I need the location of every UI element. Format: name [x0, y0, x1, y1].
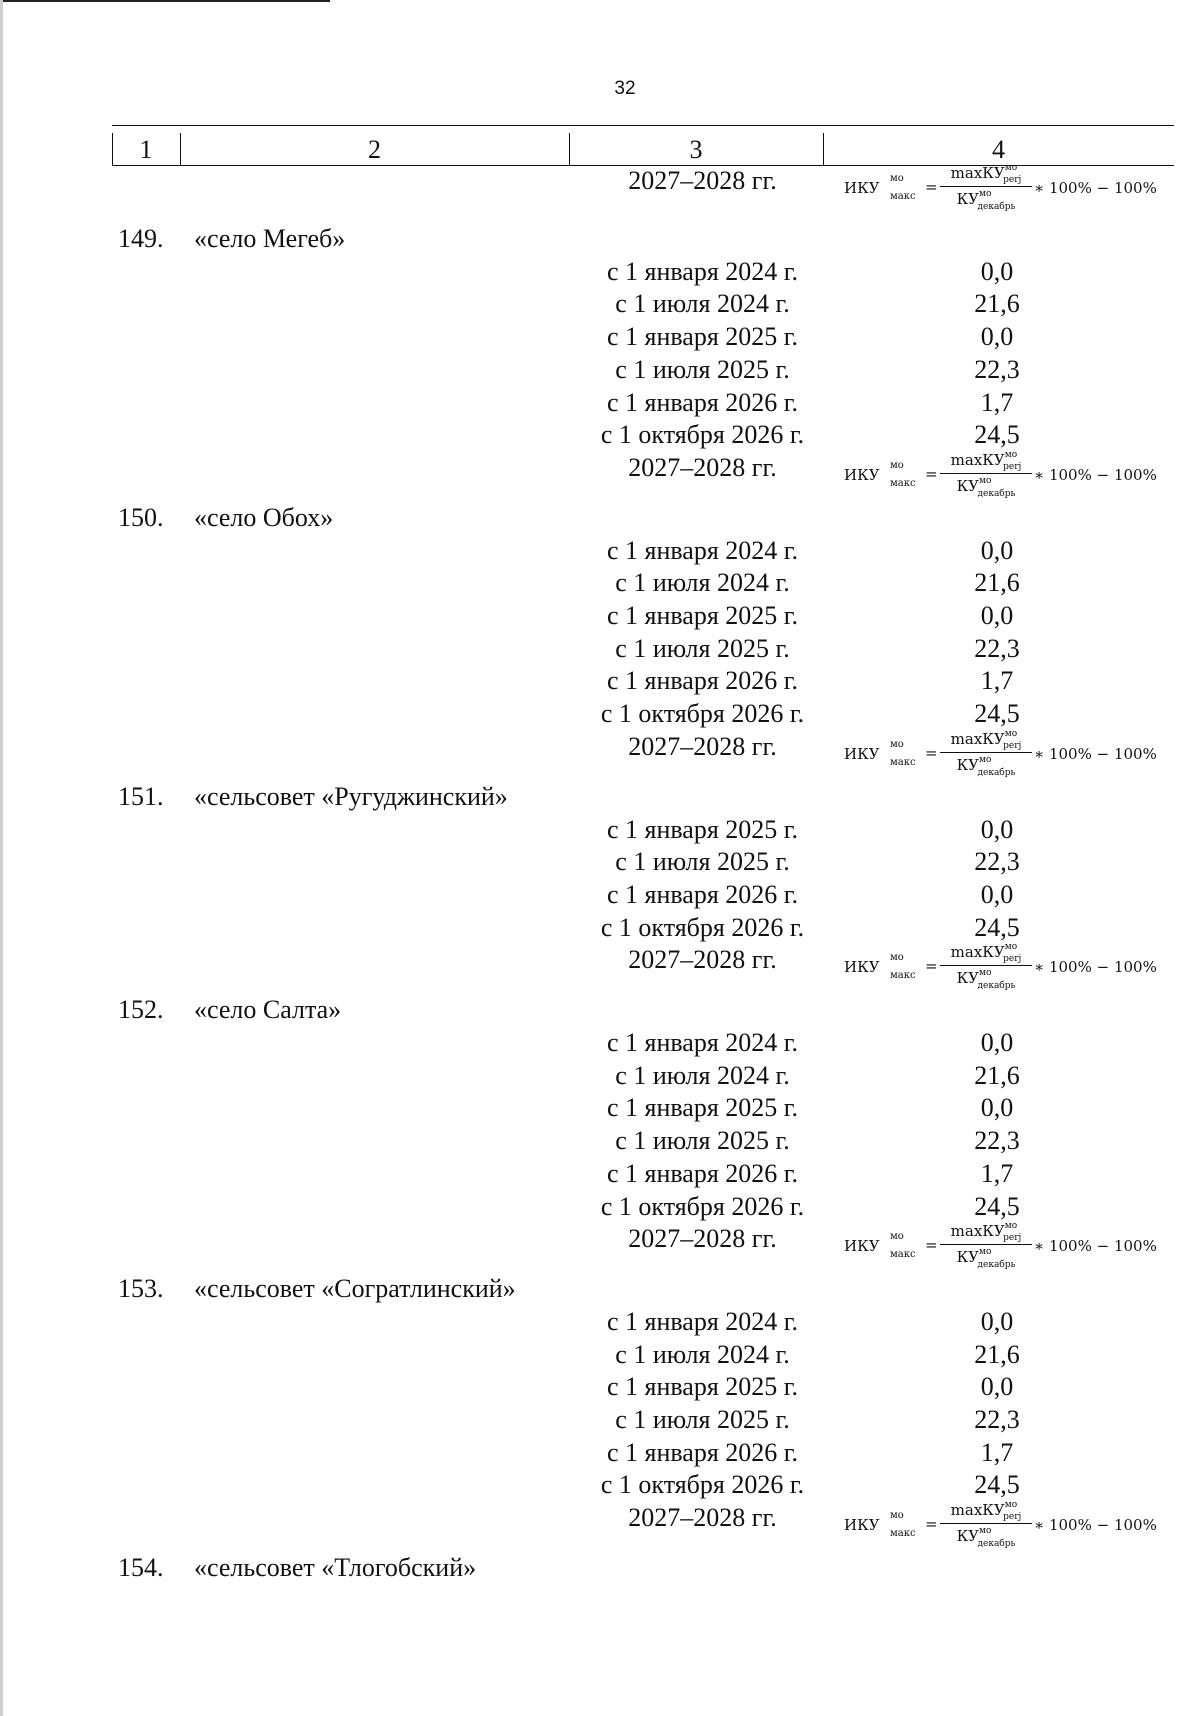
period-cell: 2027–2028 гг.: [628, 1503, 777, 1533]
formula-den-text: КУ: [956, 476, 980, 495]
formula-den-text: КУ: [956, 1527, 980, 1546]
period-cell: с 1 июля 2025 г.: [615, 354, 790, 384]
period-cell: с 1 октября 2026 г.: [600, 420, 805, 450]
item-name: «сельсовет «Согратлинский»: [194, 1274, 516, 1304]
formula-fraction-bar: [940, 965, 1032, 966]
formula-num-sub: perj: [1003, 1233, 1022, 1244]
formula-fraction-bar: [940, 1523, 1032, 1524]
formula-eq: =: [925, 1515, 938, 1534]
value-cell: 21,6: [974, 1339, 1020, 1369]
item-name: «сельсовет «Ругуджинский»: [194, 781, 508, 811]
formula-tail: ∗ 100% − 100%: [1034, 958, 1157, 977]
formula-numerator: [940, 1221, 1032, 1243]
formula-numerator: [940, 163, 1032, 185]
formula-num-sup: мо: [1004, 449, 1018, 460]
formula-lhs-sup: мо: [890, 1231, 904, 1243]
value-cell: 24,5: [974, 912, 1020, 942]
formula-den-sub: декабрь: [977, 981, 1016, 992]
formula-lhs: ИКУ мо макс: [844, 738, 916, 768]
header-col-4: 4: [992, 135, 1005, 164]
period-cell: с 1 января 2026 г.: [606, 666, 799, 696]
period-cell: 2027–2028 гг.: [628, 731, 777, 761]
formula-den-text: КУ: [956, 190, 980, 208]
item-number: 151.: [118, 781, 164, 811]
formula-tail: ∗ 100% − 100%: [1034, 744, 1157, 763]
formula: [832, 938, 1162, 996]
value-cell: 0,0: [980, 1306, 1014, 1336]
item-number: 152.: [118, 995, 164, 1025]
period-cell: с 1 июля 2025 г.: [615, 1405, 790, 1434]
value-cell: 1,7: [980, 1437, 1014, 1467]
formula-denominator: [940, 755, 1032, 778]
formula-den-sup: мо: [979, 475, 992, 486]
value-cell: 21,6: [974, 1060, 1020, 1090]
formula-den-sub: декабрь: [977, 488, 1016, 499]
period-cell: с 1 октября 2026 г.: [600, 912, 805, 942]
formula-den-sup: мо: [979, 1526, 992, 1537]
formula: [832, 725, 1162, 783]
formula-numerator: [940, 450, 1032, 472]
period-cell: с 1 июля 2024 г.: [615, 568, 790, 598]
formula-num-text: maxКУ: [950, 1501, 1005, 1520]
period-cell: с 1 июля 2025 г.: [615, 1126, 790, 1156]
period-cell: с 1 июля 2025 г.: [615, 847, 790, 877]
formula-num-sub: perj: [1003, 175, 1022, 185]
period-cell: с 1 октября 2026 г.: [600, 1470, 805, 1500]
formula-numerator: [940, 1500, 1032, 1522]
period-cell: с 1 января 2024 г.: [606, 256, 799, 286]
formula-lhs-sub: макс: [890, 970, 916, 982]
formula-den-sup: мо: [979, 1247, 992, 1258]
formula-eq: =: [925, 178, 938, 196]
formula-eq: =: [925, 1236, 938, 1255]
formula-eq: =: [925, 743, 938, 762]
period-cell: 2027–2028 гг.: [628, 452, 777, 482]
formula-num-sup: мо: [1004, 163, 1018, 173]
item-number: 154.: [118, 1553, 164, 1583]
value-cell: 0,0: [980, 1093, 1014, 1123]
period-cell: с 1 января 2025 г.: [606, 1372, 799, 1402]
value-cell: 0,0: [980, 1372, 1014, 1402]
value-cell: 22,3: [974, 1405, 1020, 1434]
period-cell: 2027–2028 гг.: [628, 1224, 777, 1254]
formula-num-sub: perj: [1003, 954, 1022, 965]
formula-num-text: maxКУ: [950, 450, 1005, 469]
period-cell: с 1 января 2025 г.: [606, 814, 799, 844]
value-cell: 24,5: [974, 1191, 1020, 1221]
value-cell: 1,7: [980, 1158, 1014, 1188]
period-cell: с 1 января 2026 г.: [606, 879, 799, 909]
period-cell: с 1 июля 2024 г.: [615, 1060, 790, 1090]
formula-lhs-sub: макс: [890, 477, 916, 489]
formula-num-sub: perj: [1003, 740, 1022, 751]
formula-num-sup: мо: [1004, 942, 1018, 953]
period-cell: с 1 января 2024 г.: [606, 1028, 799, 1057]
formula-lhs-sup: мо: [890, 952, 904, 964]
item-number: 149.: [118, 224, 164, 253]
item-name: «село Мегеб»: [194, 224, 346, 253]
period-cell: с 1 января 2026 г.: [606, 1158, 799, 1188]
formula-numerator: [940, 942, 1032, 964]
formula-den-text: КУ: [956, 969, 980, 988]
item-number: 153.: [118, 1274, 164, 1304]
formula-lhs-sub: макс: [890, 756, 916, 768]
value-cell: 0,0: [980, 879, 1014, 909]
period-cell: с 1 октября 2026 г.: [600, 699, 805, 729]
period-cell: с 1 января 2025 г.: [606, 322, 799, 352]
formula-fraction-bar: [940, 752, 1032, 753]
formula-num-sup: мо: [1004, 1500, 1018, 1511]
period-cell: с 1 июля 2024 г.: [615, 289, 790, 319]
formula-num-sub: perj: [1003, 1512, 1022, 1523]
formula-lhs: ИКУ мо макс: [844, 1231, 916, 1261]
item-number: 150.: [118, 502, 164, 532]
item-name: «сельсовет «Тлогобский»: [194, 1553, 477, 1583]
formula: [832, 1496, 1162, 1554]
formula-lhs-sup: мо: [890, 1510, 904, 1522]
formula-den-sup: мо: [979, 968, 992, 979]
value-cell: 24,5: [974, 420, 1020, 450]
formula-den-sub: декабрь: [977, 202, 1016, 212]
formula: [832, 159, 1162, 217]
value-cell: 24,5: [974, 699, 1020, 729]
formula-fraction-bar: [940, 186, 1032, 187]
value-cell: 24,5: [974, 1470, 1020, 1500]
formula-denominator: [940, 968, 1032, 991]
formula-lhs-sup: мо: [890, 738, 904, 750]
header-col-1: 1: [139, 135, 153, 164]
formula-num-sup: мо: [1004, 728, 1018, 739]
formula-den-sup: мо: [979, 754, 992, 765]
formula-lhs-sub: макс: [890, 1528, 916, 1540]
formula-eq: =: [925, 464, 938, 483]
period-cell: с 1 января 2024 г.: [606, 535, 799, 565]
formula-lhs: ИКУ мо макс: [844, 1510, 916, 1540]
period-cell: с 1 октября 2026 г.: [600, 1191, 805, 1221]
formula-tail: ∗ 100% − 100%: [1034, 465, 1157, 484]
formula-tail: ∗ 100% − 100%: [1034, 1516, 1157, 1535]
period-cell: с 1 января 2026 г.: [606, 1437, 799, 1467]
formula-num-text: maxКУ: [950, 1222, 1005, 1241]
period-cell: с 1 июля 2024 г.: [615, 1339, 790, 1369]
formula-den-sub: декабрь: [977, 1260, 1016, 1271]
formula-lhs: ИКУ мо макс: [844, 173, 916, 202]
formula-denominator: [940, 476, 1032, 499]
formula-den-sup: мо: [979, 189, 992, 199]
value-cell: 0,0: [980, 256, 1014, 286]
formula-tail: ∗ 100% − 100%: [1034, 1237, 1157, 1256]
period-cell: с 1 января 2024 г.: [606, 1306, 799, 1336]
value-cell: 1,7: [980, 387, 1014, 417]
formula: [832, 446, 1162, 504]
period-cell: с 1 января 2025 г.: [606, 1093, 799, 1123]
value-cell: 22,3: [974, 1126, 1020, 1156]
value-cell: 0,0: [980, 1028, 1014, 1057]
formula-lhs-sup: мо: [890, 173, 904, 184]
period-cell: с 1 июля 2025 г.: [615, 633, 790, 663]
formula-den-sub: декабрь: [977, 1539, 1016, 1550]
period-cell: с 1 января 2025 г.: [606, 601, 799, 630]
formula-den-text: КУ: [956, 755, 980, 774]
value-cell: 1,7: [980, 666, 1014, 696]
formula-denominator: [940, 1526, 1032, 1549]
item-name: «село Обох»: [194, 502, 334, 532]
formula-lhs-sup: мо: [890, 459, 904, 471]
value-cell: 22,3: [974, 633, 1020, 663]
value-cell: 21,6: [974, 568, 1020, 598]
formula-fraction-bar: [940, 473, 1032, 474]
formula-lhs: ИКУ мо макс: [844, 459, 916, 489]
value-cell: 0,0: [980, 814, 1014, 844]
value-cell: 0,0: [980, 322, 1014, 352]
formula-numerator: [940, 729, 1032, 751]
formula-fraction-bar: [940, 1244, 1032, 1245]
formula-num-text: maxКУ: [950, 164, 1005, 182]
formula-denominator: [940, 189, 1032, 212]
period-cell: 2027–2028 гг.: [628, 166, 777, 195]
formula-tail: ∗ 100% − 100%: [1034, 179, 1157, 197]
formula-eq: =: [925, 957, 938, 976]
value-cell: 22,3: [974, 847, 1020, 877]
value-cell: 21,6: [974, 289, 1020, 319]
formula-num-text: maxКУ: [950, 943, 1005, 962]
header-col-2: 2: [368, 135, 381, 164]
period-cell: 2027–2028 гг.: [628, 945, 777, 975]
formula-lhs-sub: макс: [890, 1249, 916, 1261]
formula-lhs: ИКУ мо макс: [844, 952, 916, 982]
header-col-3: 3: [689, 135, 703, 164]
value-cell: 22,3: [974, 354, 1020, 384]
formula-lhs-sub: макс: [890, 191, 916, 202]
page-number: 32: [614, 78, 636, 99]
formula-den-sub: декабрь: [977, 767, 1016, 778]
formula: [832, 1217, 1162, 1275]
formula-num-sup: мо: [1004, 1221, 1018, 1232]
item-name: «село Салта»: [194, 995, 342, 1025]
formula-num-sub: perj: [1003, 461, 1022, 472]
period-cell: с 1 января 2026 г.: [606, 387, 799, 417]
value-cell: 0,0: [980, 535, 1014, 565]
formula-den-text: КУ: [956, 1248, 980, 1267]
formula-num-text: maxКУ: [950, 729, 1005, 748]
formula-denominator: [940, 1247, 1032, 1270]
value-cell: 0,0: [980, 601, 1014, 630]
